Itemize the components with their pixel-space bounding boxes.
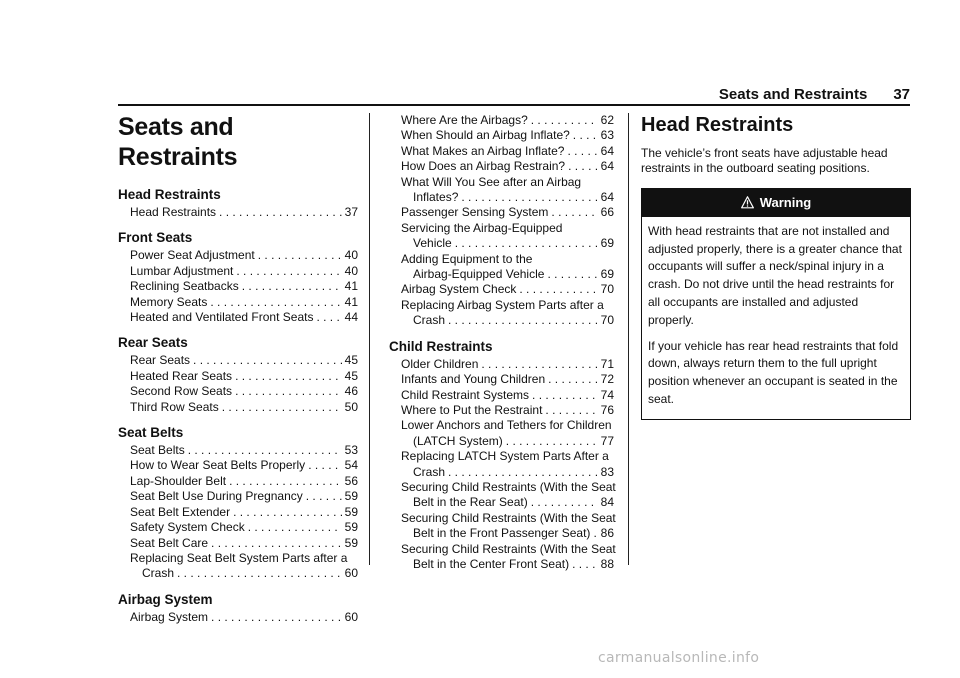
toc-entry-label: Replacing Seat Belt System Parts after a [130, 550, 348, 565]
toc-entry[interactable] [389, 434, 614, 449]
dot-leader [306, 489, 342, 504]
toc-entry-label: When Should an Airbag Inflate? [401, 128, 570, 143]
toc-entry-label: How Does an Airbag Restrain? [401, 159, 566, 174]
toc-page-number: 71 [600, 356, 614, 371]
dot-leader [229, 474, 342, 489]
toc-entry[interactable] [389, 526, 614, 541]
dot-leader [531, 495, 598, 510]
toc-entry-label: Lumbar Adjustment [130, 263, 234, 278]
toc-entry-label: Head Restraints [130, 205, 217, 219]
toc-entry[interactable] [118, 279, 358, 294]
header-rule [118, 104, 910, 106]
toc-page-number: 59 [344, 520, 358, 535]
toc-entry-label: Seat Belt Use During Pregnancy [130, 489, 303, 504]
toc-entry-label: Safety System Check [130, 520, 245, 535]
toc-section-heading: Head Restraints [118, 187, 221, 202]
toc-page-number: 62 [600, 113, 614, 127]
toc-page-number: 70 [600, 282, 614, 297]
toc-entry-label: Servicing the Airbag-Equipped [401, 220, 563, 235]
toc-page-number: 59 [344, 504, 358, 519]
toc-entry[interactable] [389, 282, 614, 297]
toc-page-number: 69 [600, 236, 614, 251]
toc-page-number: 66 [600, 205, 614, 220]
toc-entry-label: Belt in the Center Front Seat) [413, 556, 570, 571]
toc-entry[interactable] [118, 310, 358, 325]
toc-entry-label: Vehicle [413, 236, 452, 251]
dot-leader [531, 113, 598, 128]
intro-paragraph: The vehicle’s front seats have adjustable head restraints in the outboard seating positions. [641, 146, 888, 176]
toc-entry [389, 252, 614, 267]
toc-entry-label: Belt in the Front Passenger Seat) [413, 526, 591, 541]
toc-entry-label: Replacing LATCH System Parts After a [401, 449, 609, 464]
toc-entry-label: Heated and Ventilated Front Seats [130, 310, 314, 325]
dot-leader [308, 458, 341, 473]
toc-entry-label: Third Row Seats [130, 399, 219, 414]
dot-leader [219, 205, 342, 220]
page-number: 37 [893, 85, 910, 103]
warning-triangle-icon [741, 196, 754, 209]
toc-entry[interactable] [118, 295, 358, 310]
toc-entry[interactable] [118, 505, 358, 520]
dot-leader [519, 282, 597, 297]
section-title: Head Restraints [641, 114, 794, 136]
dot-leader [547, 267, 597, 282]
toc-entry[interactable] [118, 205, 358, 220]
dot-leader [573, 128, 598, 143]
toc-page-number: 40 [344, 263, 358, 278]
toc-entry-label: Seat Belt Extender [130, 504, 231, 519]
toc-entry-label: Second Row Seats [130, 384, 233, 399]
toc-entry-label: Seat Belt Care [130, 535, 209, 550]
dot-leader [211, 536, 342, 551]
toc-entry [389, 480, 614, 495]
warning-label: Warning [759, 195, 812, 211]
toc-page-number: 63 [600, 128, 614, 143]
toc-entry[interactable] [118, 536, 358, 551]
toc-entry[interactable] [389, 144, 614, 159]
toc-entry-label: Infants and Young Children [401, 372, 546, 387]
toc-entry[interactable] [118, 384, 358, 399]
toc-entry-label: Inflates? [413, 190, 459, 205]
dot-leader [448, 313, 598, 328]
running-header-title: Seats and Restraints [718, 85, 868, 103]
dot-leader [545, 403, 597, 418]
toc-page-number: 54 [344, 458, 358, 473]
toc-entry-label: Memory Seats [130, 294, 208, 309]
toc-entry[interactable] [389, 128, 614, 143]
toc-page-number: 60 [344, 609, 358, 624]
toc-entry-label: Airbag-Equipped Vehicle [413, 267, 545, 282]
toc-entry[interactable] [389, 372, 614, 387]
toc-page-number: 88 [600, 556, 614, 571]
toc-page-number: 72 [600, 372, 614, 387]
toc-entry-label: What Makes an Airbag Inflate? [401, 143, 565, 158]
toc-entry [118, 551, 358, 566]
running-header [660, 82, 910, 106]
dot-leader [210, 295, 341, 310]
toc-page-number: 64 [600, 159, 614, 174]
toc-entry[interactable] [389, 495, 614, 510]
toc-entry-label: Where Are the Airbags? [401, 113, 528, 127]
toc-section-heading: Child Restraints [389, 338, 493, 354]
toc-entry-label: Crash [413, 313, 446, 328]
toc-entry[interactable] [389, 557, 614, 572]
toc-entry[interactable] [389, 190, 614, 205]
toc-page-number: 84 [600, 495, 614, 510]
toc-entry[interactable] [118, 369, 358, 384]
toc-entry[interactable] [389, 388, 614, 403]
toc-entry[interactable] [118, 443, 358, 458]
toc-column-2 [389, 113, 614, 572]
toc-entry[interactable] [389, 357, 614, 372]
toc-entry-label: Belt in the Rear Seat) [413, 495, 528, 510]
toc-entry[interactable] [389, 113, 614, 128]
warning-box [641, 188, 911, 420]
toc-entry[interactable] [389, 403, 614, 418]
dot-leader [258, 248, 342, 263]
toc-section-heading: Rear Seats [118, 335, 188, 351]
toc-entry-label: Adding Equipment to the [401, 251, 533, 266]
toc-page-number: 59 [344, 535, 358, 550]
toc-entry-label: Child Restraint Systems [401, 387, 530, 402]
toc-entry-label: Airbag System [130, 609, 209, 624]
dot-leader [242, 279, 342, 294]
toc-entry-label: How to Wear Seat Belts Properly [130, 458, 306, 473]
toc-page-number: 74 [600, 387, 614, 402]
toc-entry-label: (LATCH System) [413, 433, 503, 448]
warning-paragraph: If your vehicle has rear head restraints that fold down, always return them to the full upright position whenever an occupant is seated in the seat. [648, 338, 899, 406]
dot-leader [551, 205, 597, 220]
toc-page-number: 64 [600, 190, 614, 205]
toc-entry-label: Lap-Shoulder Belt [130, 473, 227, 488]
toc-section-heading: Seat Belts [118, 425, 184, 441]
toc-entry[interactable] [118, 400, 358, 415]
toc-page-number: 37 [344, 205, 358, 219]
toc-page-number: 60 [344, 566, 358, 581]
toc-entry[interactable] [118, 566, 358, 581]
toc-entry [389, 418, 614, 433]
dot-leader [481, 357, 597, 372]
toc-entry[interactable] [389, 205, 614, 220]
toc-page-number: 40 [344, 248, 358, 263]
toc-entry [389, 449, 614, 464]
toc-entry[interactable] [389, 465, 614, 480]
toc-entry[interactable] [389, 313, 614, 328]
toc-entry-label: Heated Rear Seats [130, 368, 233, 383]
dot-leader [235, 369, 342, 384]
toc-page-number: 46 [344, 384, 358, 399]
toc-entry-label: Seat Belts [130, 443, 185, 458]
toc-page-number: 41 [344, 294, 358, 309]
toc-page-number: 86 [600, 526, 614, 541]
toc-entry-label: Where to Put the Restraint [401, 402, 543, 417]
toc-entry-label: Older Children [401, 356, 479, 371]
toc-page-number: 83 [600, 464, 614, 479]
toc-entry[interactable] [118, 474, 358, 489]
dot-leader [222, 400, 342, 415]
toc-entry[interactable] [118, 520, 358, 535]
dot-leader [233, 505, 342, 520]
toc-page-number: 77 [600, 433, 614, 448]
toc-sections [389, 113, 614, 572]
toc-entry-label: Lower Anchors and Tethers for Children [401, 418, 612, 433]
toc-entry-label: Rear Seats [130, 353, 191, 368]
toc-entry[interactable] [389, 159, 614, 174]
dot-leader [593, 526, 597, 541]
toc-page-number: 50 [344, 399, 358, 414]
dot-leader [455, 236, 598, 251]
dot-leader [532, 388, 598, 403]
toc-page-number: 59 [344, 489, 358, 504]
toc-entry [389, 221, 614, 236]
head-restraints-section [641, 112, 911, 420]
toc-section-heading: Front Seats [118, 230, 193, 246]
toc-entry-label: Airbag System Check [401, 282, 517, 297]
toc-entry [389, 511, 614, 526]
toc-sections [118, 186, 358, 625]
toc-column-1 [118, 112, 358, 625]
toc-page-number: 64 [600, 143, 614, 158]
toc-entry-label: Crash [413, 464, 446, 479]
toc-entry-label: Crash [142, 566, 175, 581]
dot-leader [548, 372, 598, 387]
dot-leader [316, 310, 341, 325]
watermark: carmanualsonline.info [598, 650, 760, 666]
toc-page-number: 56 [344, 473, 358, 488]
toc-entry-label: Replacing Airbag System Parts after a [401, 297, 604, 312]
dot-leader [193, 353, 342, 368]
dot-leader [448, 465, 598, 480]
toc-page-number: 69 [600, 267, 614, 282]
toc-entry[interactable] [118, 264, 358, 279]
warning-paragraph: With head restraints that are not installed and adjusted properly, there is a greater chance that occupants will suffer a neck/spinal injury in a crash. Do not drive until the head restraints for all occupants are installed and adjusted properly. [648, 223, 902, 327]
dot-leader [567, 144, 597, 159]
toc-entry[interactable] [118, 353, 358, 368]
toc-entry-label: What Will You See after an Airbag [401, 174, 582, 189]
dot-leader [568, 159, 598, 174]
toc-entry[interactable] [118, 248, 358, 263]
toc-entry-label: Reclining Seatbacks [130, 279, 239, 294]
toc-page-number: 45 [344, 368, 358, 383]
column-divider [628, 113, 629, 565]
chapter-title: Seats and Restraints [118, 113, 238, 171]
column-divider [369, 113, 370, 565]
dot-leader [211, 610, 342, 625]
toc-section-heading: Airbag System [118, 591, 213, 607]
toc-entry [389, 175, 614, 190]
dot-leader [177, 566, 342, 581]
dot-leader [235, 384, 342, 399]
warning-body [642, 217, 910, 419]
toc-entry-label: Power Seat Adjustment [130, 248, 255, 263]
dot-leader [506, 434, 598, 449]
warning-header [642, 189, 910, 217]
toc-entry [389, 298, 614, 313]
toc-entry[interactable] [389, 267, 614, 282]
dot-leader [461, 190, 597, 205]
toc-entry-label: Securing Child Restraints (With the Seat [401, 510, 616, 525]
toc-page-number: 53 [344, 443, 358, 458]
toc-entry-label: Securing Child Restraints (With the Seat [401, 479, 616, 494]
toc-entry-label: Passenger Sensing System [401, 205, 549, 220]
toc-entry[interactable] [118, 610, 358, 625]
toc-page-number: 70 [600, 313, 614, 328]
toc-page-number: 44 [344, 310, 358, 325]
toc-page-number: 45 [344, 353, 358, 368]
toc-entry[interactable] [389, 236, 614, 251]
toc-page-number: 76 [600, 402, 614, 417]
toc-page-number: 41 [344, 279, 358, 294]
dot-leader [248, 520, 342, 535]
dot-leader [236, 264, 341, 279]
toc-entry [389, 542, 614, 557]
toc-entry[interactable] [118, 458, 358, 473]
toc-entry[interactable] [118, 489, 358, 504]
dot-leader [188, 443, 342, 458]
toc-entry-label: Securing Child Restraints (With the Seat [401, 541, 616, 556]
dot-leader [572, 557, 598, 572]
